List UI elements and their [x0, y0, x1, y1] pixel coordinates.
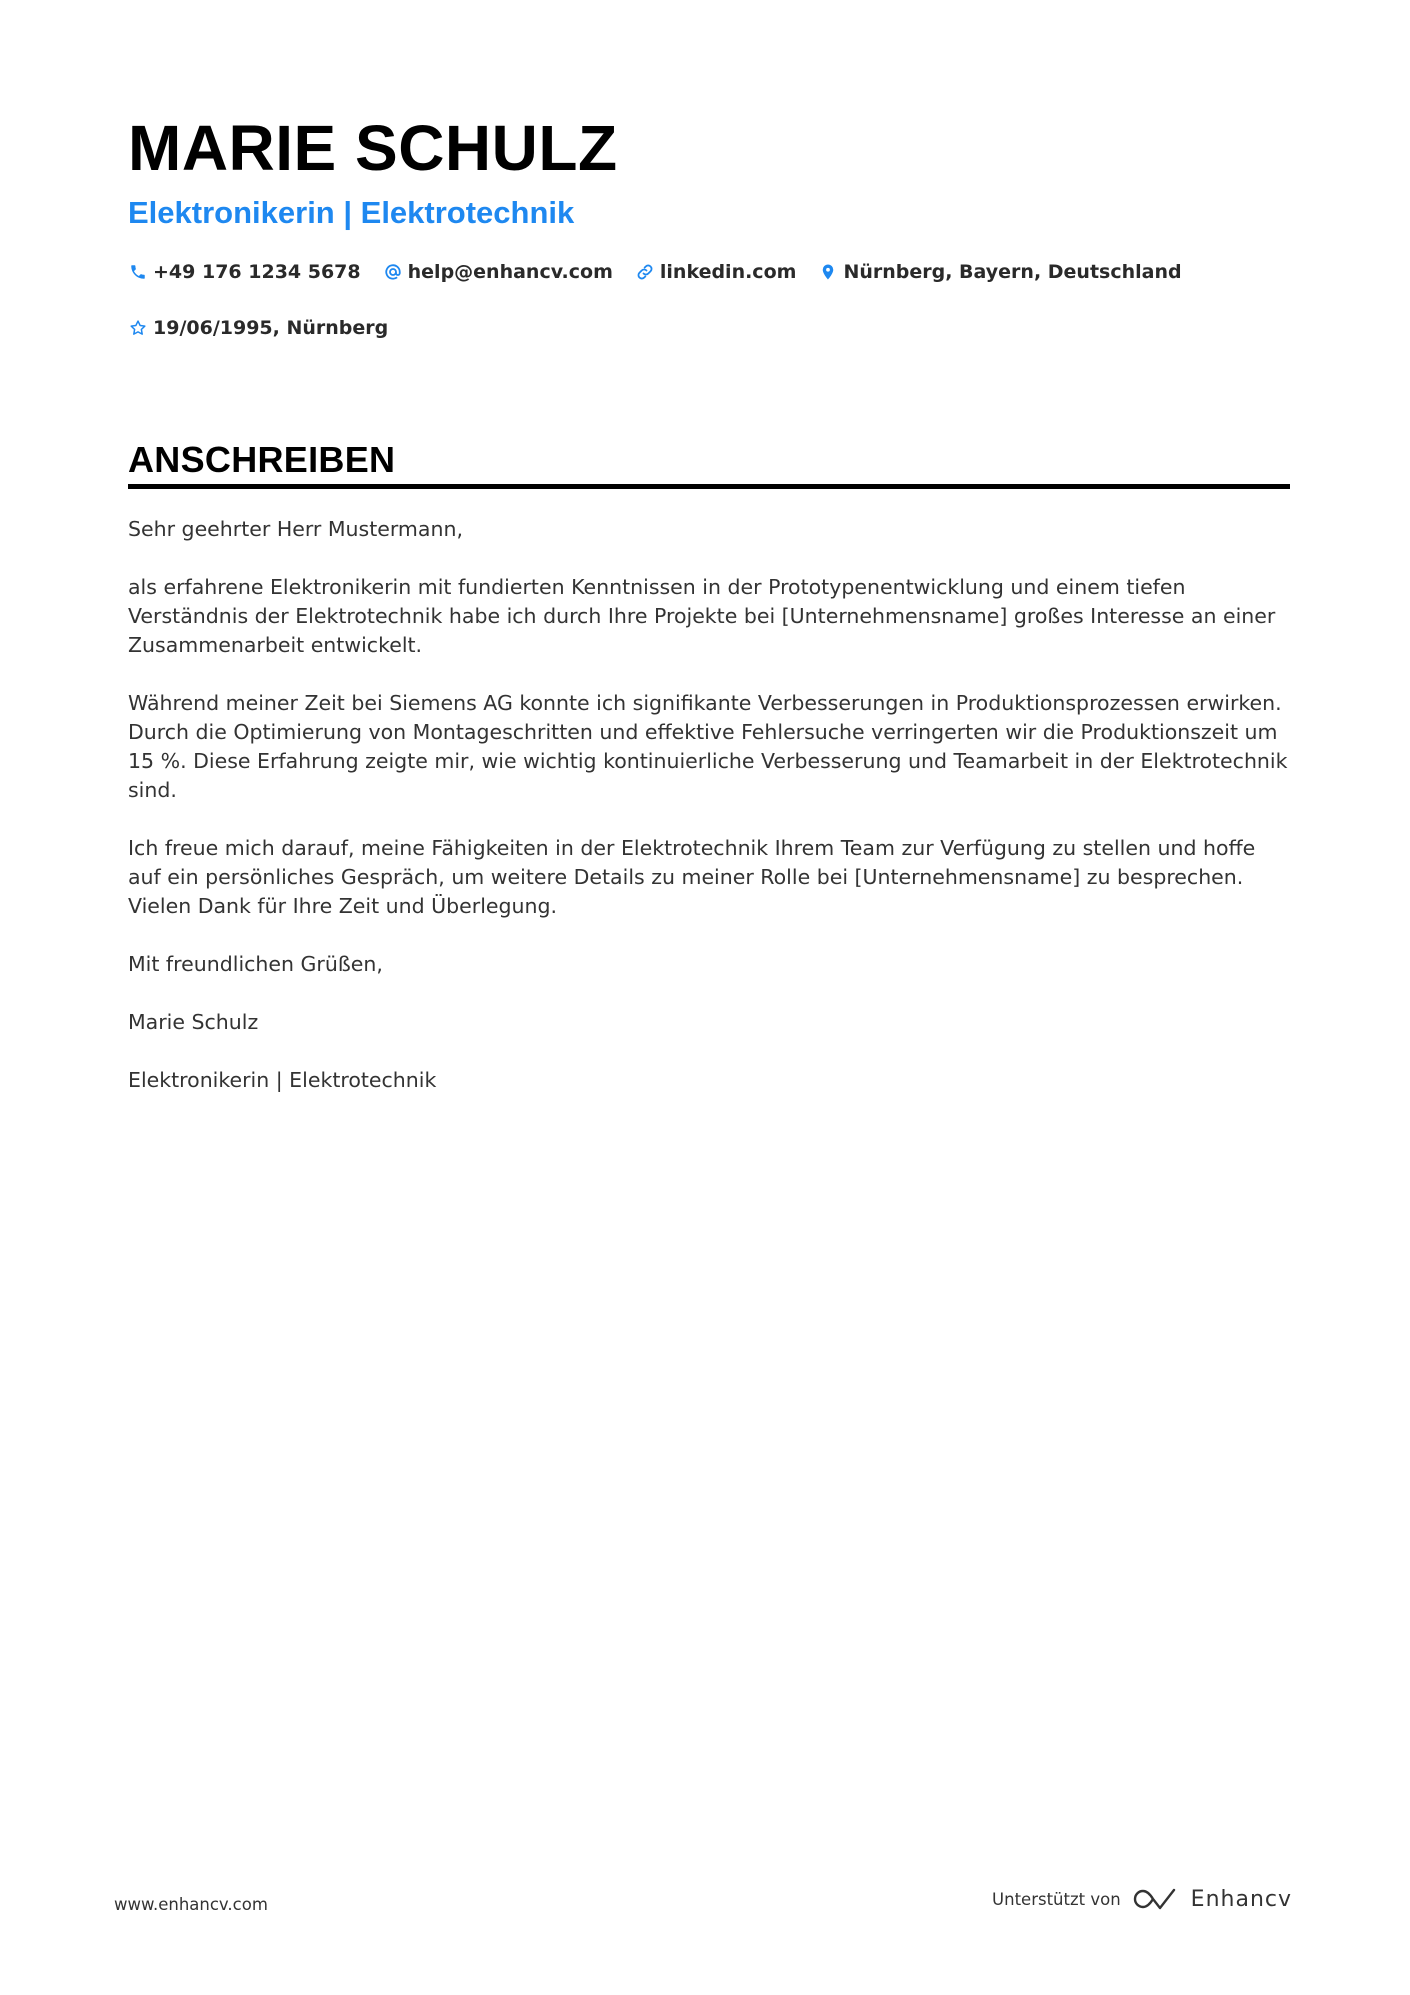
- letter-paragraph: Während meiner Zeit bei Siemens AG konnte ich signifikante Verbesserungen in Produktionsprozessen erwirken. Durch die Optimierung von Montageschritten und effektive Fehlersuche verringerten wir die Produktionszeit um 15 %. Diese Erfahrung zeigte mir, wie wichtig kontinuierliche Verbesserung und Teamarbeit in der Elektrotechnik sind.: [128, 691, 1288, 802]
- cover-letter-page: [128, 108, 1290, 1124]
- contact-phone[interactable]: [128, 260, 361, 284]
- contact-location-text: Nürnberg, Bayern, Deutschland: [843, 261, 1182, 283]
- contact-phone-text: +49 176 1234 5678: [153, 261, 361, 283]
- footer-website-link[interactable]: www.enhancv.com: [114, 1895, 268, 1914]
- contact-linkedin[interactable]: [635, 260, 797, 284]
- contact-list: [128, 260, 1228, 340]
- contact-birth-text: 19/06/1995, Nürnberg: [153, 317, 389, 339]
- candidate-name: MARIE SCHULZ: [128, 112, 618, 184]
- star-icon: [128, 318, 148, 338]
- phone-icon: [128, 262, 148, 282]
- contact-email-text: help@enhancv.com: [407, 261, 613, 283]
- contact-birth: [128, 316, 388, 340]
- contact-linkedin-text: linkedin.com: [659, 261, 797, 283]
- letter-salutation: Sehr geehrter Herr Mustermann,: [128, 517, 463, 541]
- powered-by-label: Unterstützt von: [992, 1889, 1121, 1909]
- footer-powered-by[interactable]: [992, 1886, 1292, 1912]
- contact-location: [818, 260, 1181, 284]
- at-icon: [383, 262, 403, 282]
- signature-name: Marie Schulz: [128, 1010, 259, 1034]
- letter-body: [128, 515, 1290, 1095]
- section-divider: [128, 484, 1290, 489]
- section-title: ANSCHREIBEN: [128, 439, 396, 480]
- enhancv-logo-icon: [1133, 1886, 1179, 1912]
- link-icon: [635, 262, 655, 282]
- brand-name: Enhancv: [1190, 1886, 1292, 1912]
- signature-title: Elektronikerin | Elektrotechnik: [128, 1068, 437, 1092]
- letter-closing: Mit freundlichen Grüßen,: [128, 952, 383, 976]
- letter-paragraph: als erfahrene Elektronikerin mit fundierten Kenntnissen in der Prototypenentwicklung und einem tiefen Verständnis der Elektrotechnik habe ich durch Ihre Projekte bei [Unternehmensname] großes Interesse an einer Zusammenarbeit entwickelt.: [128, 575, 1276, 657]
- letter-paragraph: Ich freue mich darauf, meine Fähigkeiten in der Elektrotechnik Ihrem Team zur Verfügung zu stellen und hoffe auf ein persönliches Gespräch, um weitere Details zu meiner Rolle bei [Unternehmensname] zu besprechen. Vielen Dank für Ihre Zeit und Überlegung.: [128, 836, 1256, 918]
- candidate-role: Elektronikerin | Elektrotechnik: [128, 195, 575, 230]
- location-pin-icon: [818, 262, 838, 282]
- contact-email[interactable]: [383, 260, 613, 284]
